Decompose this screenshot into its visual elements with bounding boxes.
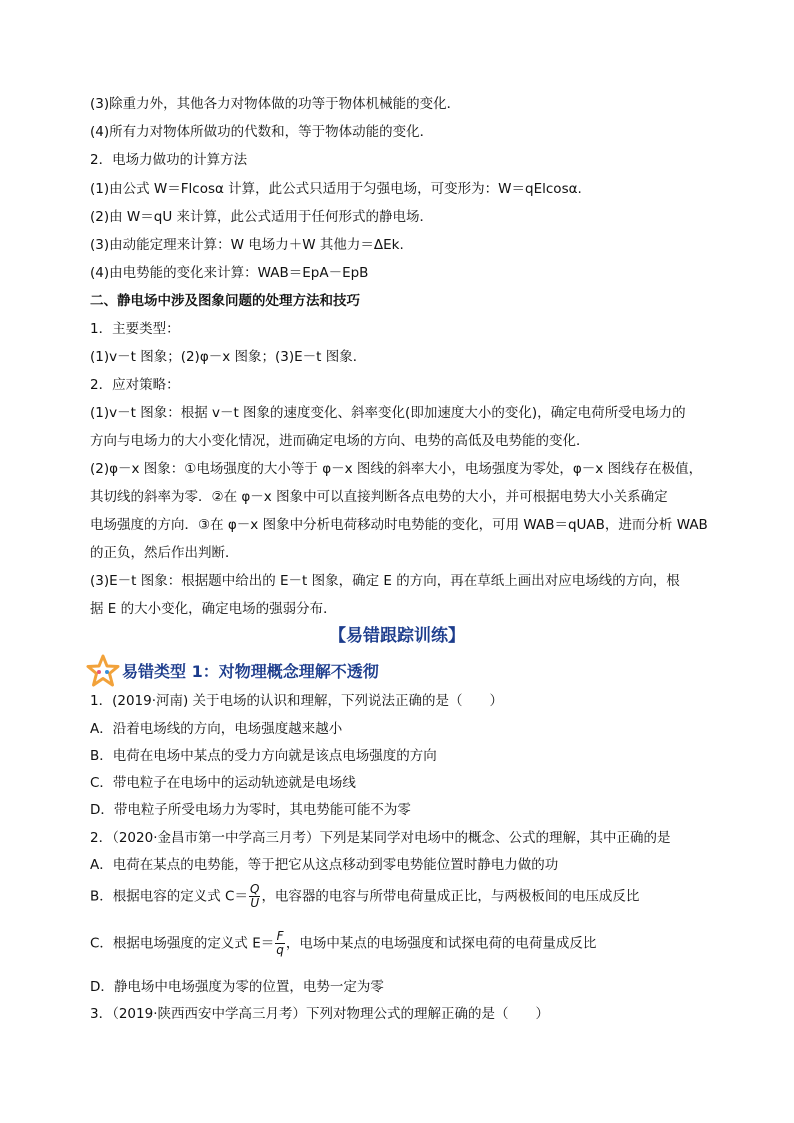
q2-stem: 2．（2020·金昌市第一中学高三月考）下列是某同学对电场中的概念、公式的理解，其中正确的是 — [90, 830, 671, 846]
capacitance-fraction — [249, 883, 260, 910]
calc-line-3: (3)由动能定理来计算：W 电场力＋W 其他力＝ΔEk. — [90, 237, 404, 253]
section2-line: (1)v－t 图象；(2)φ－x 图象；(3)E－t 图象． — [90, 349, 367, 365]
q1-option-c: C．带电粒子在电场中的运动轨迹就是电场线 — [90, 775, 356, 791]
q2-option-b-suffix: ，电容器的电容与所带电荷量成正比，与两极板间的电压成反比 — [261, 888, 640, 905]
training-title: 【易错跟踪训练】 — [329, 626, 465, 646]
q1-option-a: A．沿着电场线的方向，电场强度越来越小 — [90, 721, 343, 737]
q3-stem: 3．（2019·陕西西安中学高三月考）下列对物理公式的理解正确的是（ ） — [90, 1006, 549, 1022]
fraction-denominator: q — [276, 943, 284, 957]
q2-option-c-prefix: C．根据电场强度的定义式 E＝ — [90, 935, 275, 952]
method-line-3: (3)除重力外，其他各力对物体做的功等于物体机械能的变化． — [90, 96, 461, 112]
q1-option-d: D．带电粒子所受电场力为零时，其电势能可能不为零 — [90, 802, 411, 818]
section2-line: 据 E 的大小变化，确定电场的强弱分布． — [90, 601, 337, 617]
fraction-numerator: F — [276, 929, 284, 943]
section2-line: (2)φ－x 图象：①电场强度的大小等于 φ－x 图线的斜率大小，电场强度为零处，φ－x 图线存在极值， — [90, 461, 703, 477]
q2-option-b-prefix: B．根据电容的定义式 C＝ — [90, 888, 248, 905]
q2-option-c — [90, 930, 720, 957]
section2-line: 的正负，然后作出判断． — [90, 545, 239, 561]
section2-line: (3)E－t 图象：根据题中给出的 E－t 图象，确定 E 的方向，再在草纸上画出对应电场线的方向，根 — [90, 573, 680, 589]
section2-line: 电场强度的方向．③在 φ－x 图象中分析电荷移动时电势能的变化，可用 WAB＝qUAB，进而分析 WAB — [90, 517, 708, 533]
calc-line-4: (4)由电势能的变化来计算：WAB＝EpA－EpB — [90, 265, 369, 281]
type1-heading: 易错类型 1：对物理概念理解不透彻 — [122, 662, 379, 681]
section2-line: 其切线的斜率为零．②在 φ－x 图象中可以直接判断各点电势的大小，并可根据电势大小关系确定 — [90, 489, 668, 505]
q2-option-b — [90, 883, 720, 910]
section2-line: 2．应对策略： — [90, 377, 180, 393]
calc-line-2: (2)由 W＝qU 来计算，此公式适用于任何形式的静电场． — [90, 209, 434, 225]
star-icon — [86, 654, 120, 688]
q2-option-d: D．静电场中电场强度为零的位置，电势一定为零 — [90, 979, 384, 995]
q1-stem: 1．(2019·河南) 关于电场的认识和理解，下列说法正确的是（ ） — [90, 693, 504, 709]
section2-heading: 二、静电场中涉及图象问题的处理方法和技巧 — [90, 293, 360, 309]
section2-line: 1．主要类型： — [90, 321, 180, 337]
calc-line-1: (1)由公式 W＝Flcosα 计算，此公式只适用于匀强电场，可变形为：W＝qElcosα. — [90, 181, 582, 197]
fraction-numerator: Q — [249, 882, 260, 896]
q2-option-a: A．电荷在某点的电势能，等于把它从这点移动到零电势能位置时静电力做的功 — [90, 857, 559, 873]
section2-line: 方向与电场力的大小变化情况，进而确定电场的方向、电势的高低及电势能的变化． — [90, 433, 590, 449]
method-line-4: (4)所有力对物体所做功的代数和，等于物体动能的变化． — [90, 124, 434, 140]
q1-option-b: B．电荷在电场中某点的受力方向就是该点电场强度的方向 — [90, 748, 437, 764]
q2-option-c-suffix: ，电场中某点的电场强度和试探电荷的电荷量成反比 — [285, 935, 597, 952]
section2-line: (1)v－t 图象：根据 v－t 图象的速度变化、斜率变化(即加速度大小的变化)，确定电荷所受电场力的 — [90, 405, 686, 421]
fraction-denominator: U — [250, 896, 260, 910]
field-strength-fraction — [275, 930, 285, 957]
calc-heading: 2．电场力做功的计算方法 — [90, 152, 248, 168]
